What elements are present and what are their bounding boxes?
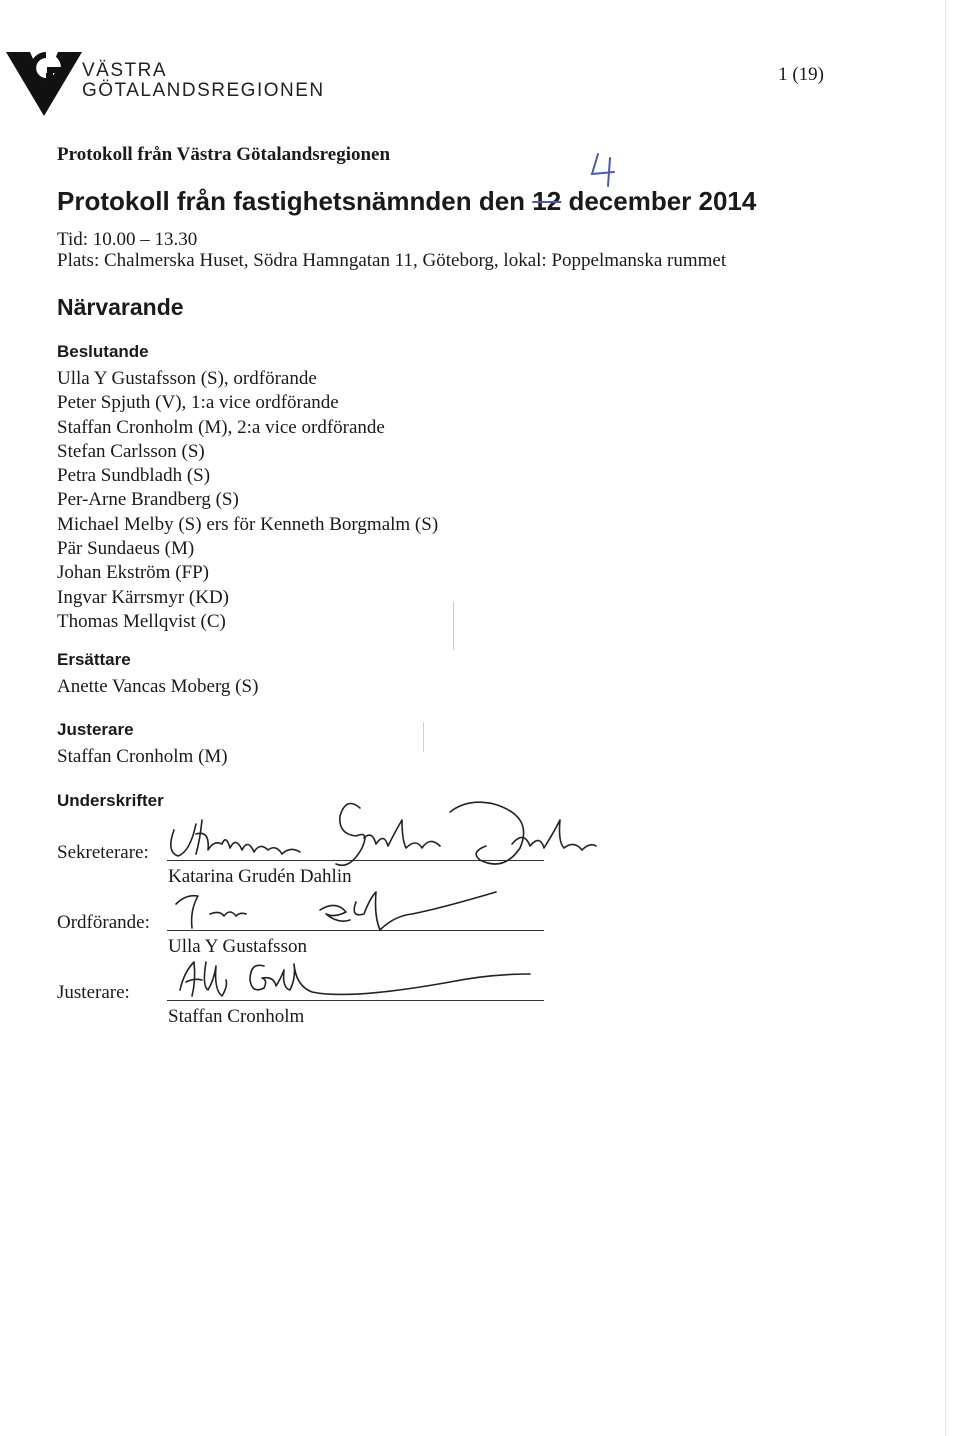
list-item: Staffan Cronholm (M) (57, 746, 228, 767)
title-struck-date: 12 (532, 186, 562, 216)
signature-line (167, 860, 544, 861)
ersattare-list (57, 675, 258, 699)
signature-line (167, 930, 544, 931)
signature-label-justerare: Justerare: (57, 982, 130, 1003)
signature-label-ordforande: Ordförande: (57, 912, 150, 933)
handwritten-signature-icon (150, 790, 610, 1010)
list-item: Peter Spjuth (V), 1:a vice ordförande (57, 392, 339, 414)
subheading-underskrifter: Underskrifter (57, 791, 164, 810)
list-item: Stefan Carlsson (S) (57, 440, 205, 462)
meeting-place: Plats: Chalmerska Huset, Södra Hamngatan 11, Göteborg, lokal: Poppelmanska rummet (57, 250, 727, 271)
list-item: Staffan Cronholm (M), 2:a vice ordförande (57, 416, 385, 438)
list-item: Ulla Y Gustafsson (S), ordförande (57, 368, 317, 389)
subheading-beslutande: Beslutande (57, 342, 149, 361)
list-item: Thomas Mellqvist (C) (57, 610, 226, 632)
org-name-line2: GÖTALANDSREGIONEN (82, 80, 325, 101)
beslutande-list (57, 367, 438, 634)
list-item: Anette Vancas Moberg (S) (57, 676, 259, 697)
signature-name-justerare: Staffan Cronholm (168, 1006, 305, 1027)
signature-name-sekreterare: Katarina Grudén Dahlin (168, 866, 352, 887)
list-item: Per-Arne Brandberg (S) (57, 489, 239, 511)
signature-line (167, 1000, 544, 1001)
subheading-ersattare: Ersättare (57, 650, 131, 669)
title-suffix: december 2014 (568, 186, 757, 216)
list-item: Johan Ekström (FP) (57, 562, 209, 584)
list-item: Michael Melby (S) ers för Kenneth Borgmalm (S) (57, 513, 439, 535)
subheading-justerare: Justerare (57, 720, 134, 739)
section-heading-narvarande: Närvarande (57, 294, 184, 320)
meeting-time: Tid: 10.00 – 13.30 (57, 229, 198, 250)
list-item: Petra Sundbladh (S) (57, 465, 211, 487)
signature-label-sekreterare: Sekreterare: (57, 842, 149, 863)
list-item: Ingvar Kärrsmyr (KD) (57, 586, 229, 608)
signature-name-ordforande: Ulla Y Gustafsson (168, 936, 307, 957)
scan-mark (423, 722, 424, 752)
handwritten-correction-icon (584, 150, 624, 190)
scan-edge (945, 0, 946, 1436)
vgr-logo-icon (6, 46, 82, 116)
scan-mark (453, 602, 454, 650)
document-subtitle: Protokoll från Västra Götalandsregionen (57, 144, 391, 165)
justerare-list (57, 745, 228, 769)
org-name-line1: VÄSTRA (82, 60, 168, 81)
list-item: Pär Sundaeus (M) (57, 538, 195, 560)
page-number: 1 (19) (778, 64, 824, 85)
title-prefix: Protokoll från fastighetsnämnden den (57, 186, 526, 216)
page-title (57, 186, 756, 217)
